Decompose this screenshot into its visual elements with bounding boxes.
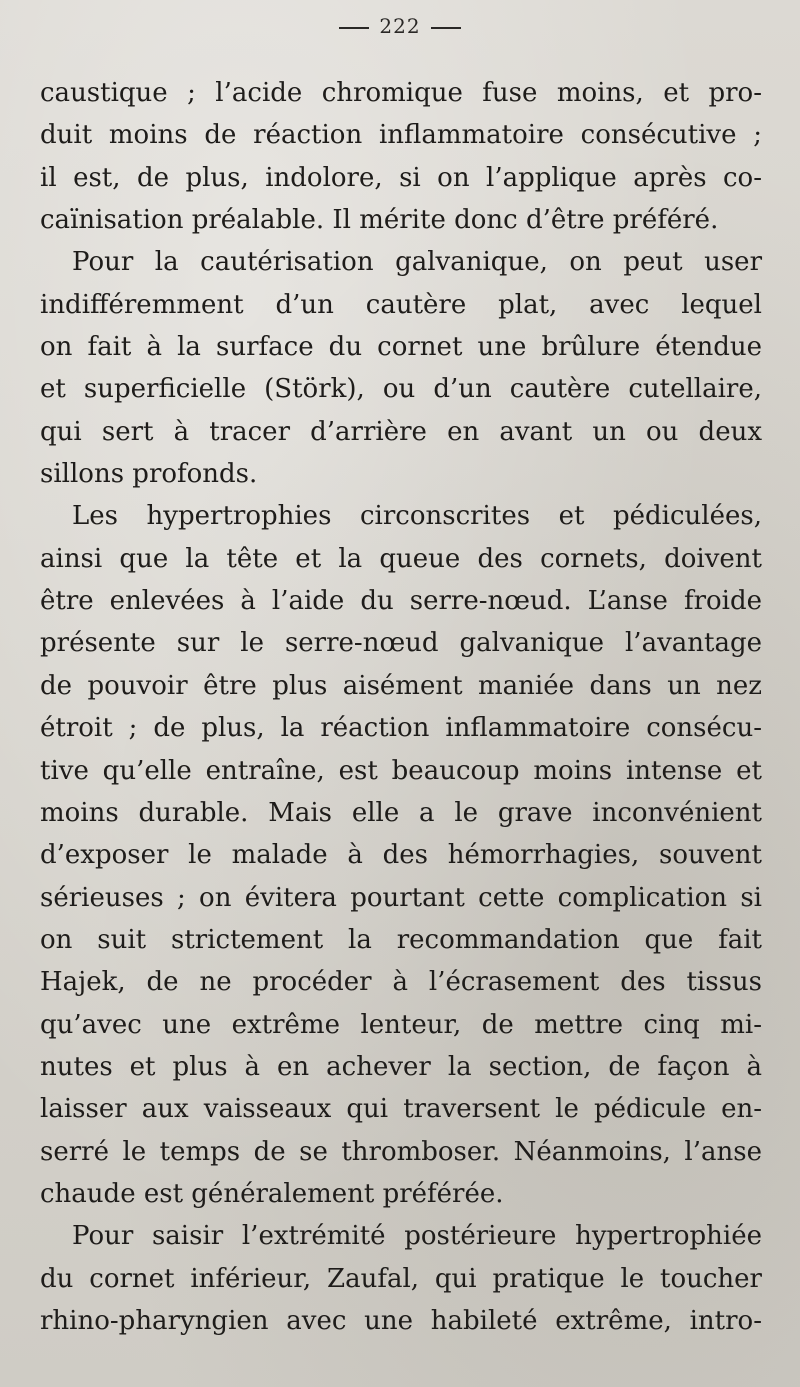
page-number: 222: [379, 14, 421, 38]
text-line: moins durable. Mais elle a le grave inconvénient: [40, 797, 762, 828]
text-line: il est, de plus, indolore, si on l’applique après co-: [40, 162, 762, 193]
text-line: laisser aux vaisseaux qui traversent le pédicule en-: [40, 1094, 762, 1125]
text-line: de pouvoir être plus aisément maniée dans un nez: [40, 670, 762, 701]
text-line: caïnisation préalable. Il mérite donc d’être préféré.: [40, 205, 719, 236]
text-line: tive qu’elle entraîne, est beaucoup moins intense et: [40, 755, 762, 786]
paragraph-first-line: Pour la cautérisation galvanique, on peut user: [72, 247, 762, 278]
text-line: chaude est généralement préférée.: [40, 1178, 504, 1209]
paragraph-first-line: Les hypertrophies circonscrites et pédiculées,: [72, 501, 762, 532]
text-line: rhino-pharyngien avec une habileté extrême, intro-: [40, 1305, 762, 1336]
text-line: indifféremment d’un cautère plat, avec lequel: [40, 289, 762, 320]
page-header: [0, 14, 800, 38]
text-line: Hajek, de ne procéder à l’écrasement des tissus: [40, 967, 762, 998]
text-line: nutes et plus à en achever la section, de façon à: [40, 1051, 762, 1082]
text-line: on fait à la surface du cornet une brûlure étendue: [40, 332, 762, 363]
text-line: on suit strictement la recommandation que fait: [40, 924, 762, 955]
text-line: caustique ; l’acide chromique fuse moins, et pro-: [40, 78, 762, 108]
header-dash-right: [431, 27, 461, 29]
text-line: d’exposer le malade à des hémorrhagies, souvent: [40, 840, 762, 871]
text-line: duit moins de réaction inflammatoire consécutive ;: [40, 120, 762, 151]
text-line: serré le temps de se thromboser. Néanmoins, l’anse: [40, 1136, 762, 1167]
text-line: ainsi que la tête et la queue des cornets, doivent: [40, 543, 762, 574]
paragraph-first-line: Pour saisir l’extrémité postérieure hypertrophiée: [72, 1221, 762, 1252]
text-line: sillons profonds.: [40, 459, 258, 490]
text-line: et superficielle (Störk), ou d’un cautère cutellaire,: [40, 374, 762, 405]
text-line: qu’avec une extrême lenteur, de mettre cinq mi-: [40, 1009, 762, 1040]
body-text: [40, 72, 762, 1342]
text-line: présente sur le serre-nœud galvanique l’avantage: [40, 628, 762, 659]
text-line: du cornet inférieur, Zaufal, qui pratique le toucher: [40, 1263, 762, 1294]
header-dash-left: [339, 27, 369, 29]
text-line: sérieuses ; on évitera pourtant cette complication si: [40, 882, 762, 913]
text-line: être enlevées à l’aide du serre-nœud. L’anse froide: [40, 586, 762, 617]
text-line: qui sert à tracer d’arrière en avant un ou deux: [40, 416, 762, 447]
text-line: étroit ; de plus, la réaction inflammatoire consécu-: [40, 713, 762, 744]
